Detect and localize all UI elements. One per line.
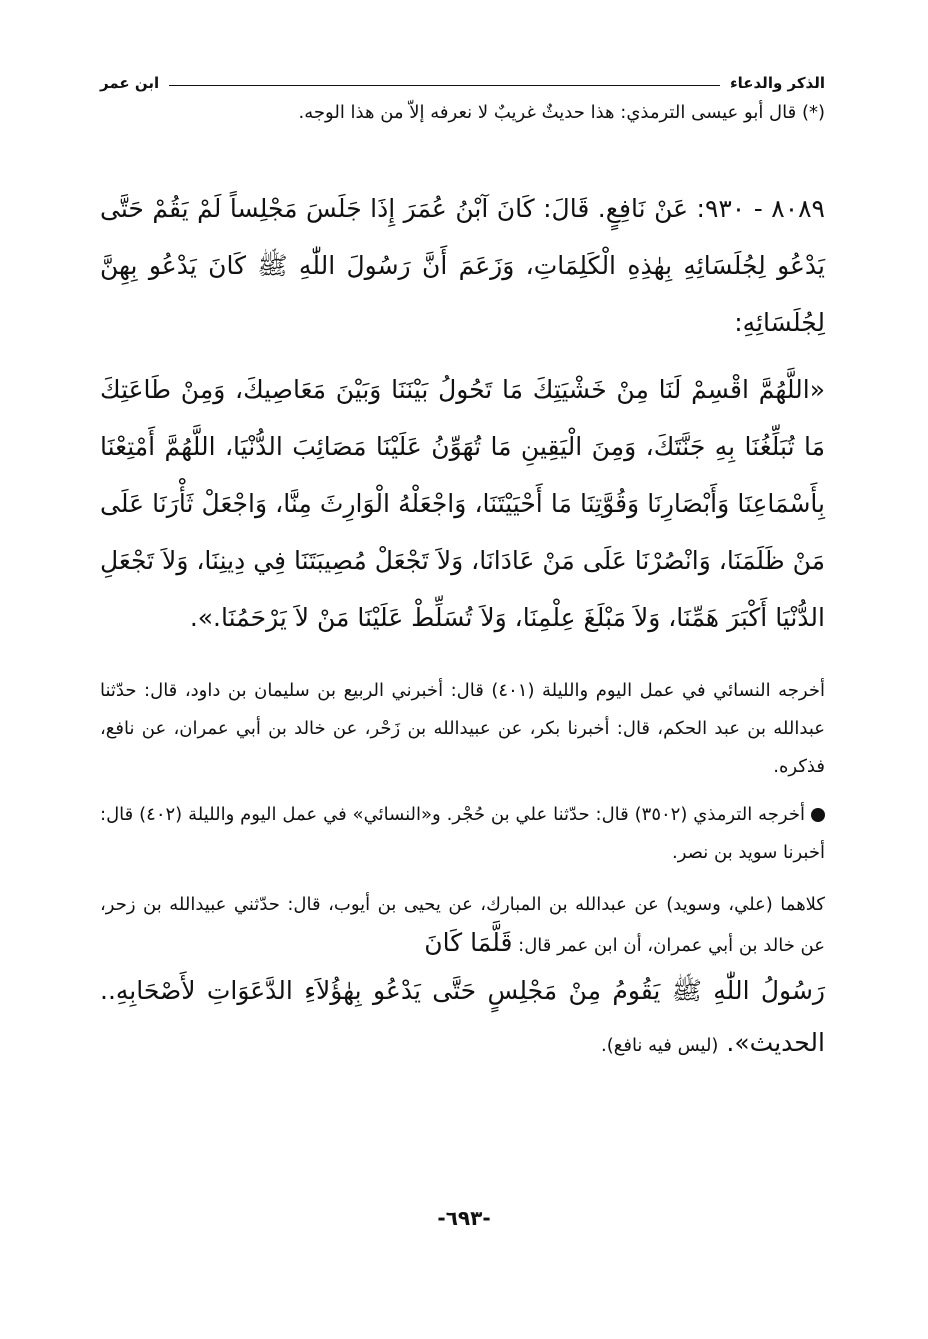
- takhrij-combined-quote-start: قَلَّمَا كَانَ: [424, 928, 513, 957]
- page-number: -٦٩٣-: [437, 1206, 491, 1230]
- header-chapter-title: الذكر والدعاء: [729, 74, 825, 92]
- takhrij-combined-chain: كلاهما (علي، وسويد) عن عبدالله بن المبارك، عن يحيى بن أيوب، قال: حدّثني عبيدالله بن زحر، عن خالد بن أبي عمران، أن ابن عمر قال:: [100, 894, 825, 956]
- dua-text: «اللَّهُمَّ اقْسِمْ لَنَا مِنْ خَشْيَتِكَ مَا تَحُولُ بَيْنَنَا وَبَيْنَ مَعَاصِيكَ، وَمِنْ طَاعَتِكَ مَا تُبَلِّغُنَا بِهِ جَنَّتَكَ، وَمِنَ الْيَقِينِ مَا تُهَوِّنُ عَلَيْنَا مَصَائِبَ الدُّنْيَا، اللَّهُمَّ أَمْتِعْنَا بِأَسْمَاعِنَا وَأَبْصَارِنَا وَقُوَّتِنَا مَا أَحْيَيْتَنَا، وَاجْعَلْهُ الْوَارِثَ مِنَّا، وَاجْعَلْ ثَأْرَنَا عَلَى مَنْ ظَلَمَنَا، وَانْصُرْنَا عَلَى مَنْ عَادَانَا، وَلاَ تَجْعَلْ مُصِيبَتَنَا فِي دِينِنَا، وَلاَ تَجْعَلِ الدُّنْيَا أَكْبَرَ هَمِّنَا، وَلاَ مَبْلَغَ عِلْمِنَا، وَلاَ تُسَلِّطْ عَلَيْنَا مَنْ لاَ يَرْحَمُنَا.».: [100, 375, 825, 632]
- takhrij-combined-quote: رَسُولُ اللّٰهِ ﷺ يَقُومُ مِنْ مَجْلِسٍ حَتَّى يَدْعُو بِهٰؤُلاَءِ الدَّعَوَاتِ لأَصْحَابِهِ.. الحديث».: [100, 976, 825, 1057]
- running-header: [100, 68, 825, 92]
- takhrij-tirmidhi-text: أخرجه الترمذي (٣٥٠٢) قال: حدّثنا علي بن حُجْر. و«النسائي» في عمل اليوم والليلة (٤٠٢) قال: أخبرنا سويد بن نصر.: [100, 804, 825, 863]
- hadith-text: عَنْ نَافِعٍ. قَالَ: كَانَ آبْنُ عُمَرَ إِذَا جَلَسَ مَجْلِساً لَمْ يَقُمْ حَتَّى يَدْعُو لِجُلَسَائِهِ بِهٰذِهِ الْكَلِمَاتِ، وَزَعَمَ أَنَّ رَسُولَ اللّٰهِ ﷺ كَانَ يَدْعُو بِهِنَّ لِجُلَسَائِهِ:: [100, 194, 825, 337]
- takhrij-combined-quote-line: [100, 965, 825, 1072]
- hadith-paragraph: [100, 180, 825, 351]
- takhrij-nasai: أخرجه النسائي في عمل اليوم والليلة (٤٠١) قال: أخبرني الربيع بن سليمان بن داود، قال: حدّثنا عبدالله بن عبد الحكم، قال: أخبرنا بكر، عن عبيدالله بن زَحْر، عن خالد بن أبي عمران، عن نافع، فذكره.: [100, 680, 825, 777]
- page-body: [100, 68, 825, 1072]
- takhrij-combined: [100, 886, 825, 1072]
- hadith-number: ٨٠٨٩ - ٩٣٠:: [696, 194, 825, 223]
- footnote-tirmidhi-remark: (*) قال أبو عيسى الترمذي: هذا حديثٌ غريبٌ لا نعرفه إلاّ من هذا الوجه.: [298, 102, 825, 123]
- takhrij-combined-remark: (ليس فيه نافع).: [601, 1035, 719, 1056]
- header-rule: [169, 85, 720, 86]
- header-narrator-title: ابن عمر: [100, 74, 160, 92]
- takhrij-tirmidhi: [100, 796, 825, 872]
- bullet-icon: [811, 808, 825, 822]
